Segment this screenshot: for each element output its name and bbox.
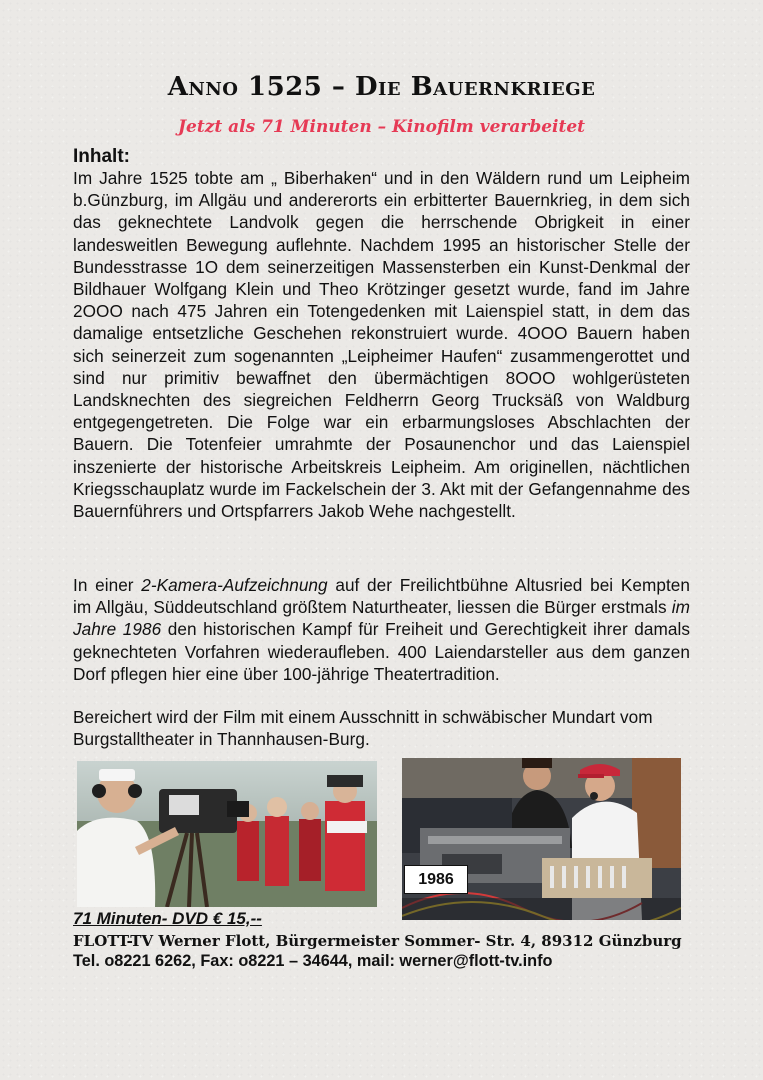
year-badge: 1986 xyxy=(404,865,468,894)
paragraph-recording-part-a: In einer xyxy=(73,575,142,595)
photo-camera-crew-image xyxy=(77,761,377,907)
dvd-price: 71 Minuten- DVD € 15,-- xyxy=(73,909,262,928)
paragraph-recording-part-e: den historischen Kampf für Freiheit und Gerechtigkeit ihrer damals geknechteten Vorfahren wiederaufleben. 400 Laiendarsteller aus dem ganzen Dorf pflegen hier eine über 100-jährige Theatertradition. xyxy=(73,619,690,684)
publisher-address: FLOTT-TV Werner Flott, Bürgermeister Sommer- Str. 4, 89312 Günzburg xyxy=(73,932,682,950)
page-title: Anno 1525 – Die Bauernkriege xyxy=(167,72,596,102)
page-subtitle: Jetzt als 71 Minuten – Kinofilm verarbeitet xyxy=(178,117,585,137)
photo-mixing-desk-image xyxy=(402,758,681,920)
content-label: Inhalt: xyxy=(73,146,130,167)
contact-info: Tel. o8221 6262, Fax: o8221 – 34644, mail: werner@flott-tv.info xyxy=(73,952,553,970)
paragraph-history: Im Jahre 1525 tobte am „ Biberhaken“ und in den Wäldern rund um Leipheim b.Günzburg, im Allgäu und andererorts ein erbitterter Bauernkrieg, in dem sich das geknechtete Landvolk gegen die herrschende Obrigkeit in einer landesweitlen Bewegung auflehnte. Nachdem 1995 an historischer Stelle der Bundesstrasse 1O dem seinerzeitigen Massensterben ein Kunst-Denkmal der Bildhauer Wolfgang Klein und Theo Krötzinger gesetzt wurde, fand im Jahre 2OOO nach 475 Jahren ein Totengedenken mit Laienspiel statt, in dem das damalige entsetzliche Geschehen rekonstruiert wurde. 4OOO Bauern haben sich seinerzeit zum sogenannten „Leipheimer Haufen“ zusammengerottet und sind nur primitiv bewaffnet den übermächtigen 8OOO wohlgerüsteten Landsknechten des siegreichen Feldherrn Georg Trucksäß von Waldburg entgegengetreten. Die Folge war ein erbarmungsloses Abschlachten der Bauern. Die Totenfeier umrahmte der Posaunenchor und das Laienspiel inszenierte der historische Arbeitskreis Leipheim. Am originellen, nächtlichen Kriegsschauplatz wurde im Fackelschein der 3. Akt mit der Gefangennahme des Bauernführers und Ortspfarrers Jakob Wehe nachgestellt. xyxy=(73,168,690,522)
paragraph-recording-emphasis-camera: 2-Kamera-Aufzeichnung xyxy=(141,575,328,595)
paragraph-dialect: Bereichert wird der Film mit einem Ausschnitt in schwäbischer Mundart vom Burgstalltheater in Thannhausen-Burg. xyxy=(73,707,653,750)
paragraph-recording-emphasis-year: im Jahre 1986 xyxy=(73,597,690,640)
paragraph-recording xyxy=(73,574,690,685)
photo-mixing-desk xyxy=(402,758,681,920)
photo-camera-crew xyxy=(77,761,377,907)
paragraph-recording-part-c: auf der Freilichtbühne Altusried bei Kempten im Allgäu, Süddeutschland größtem Naturtheater, liessen die Bürger erstmals xyxy=(73,575,690,618)
